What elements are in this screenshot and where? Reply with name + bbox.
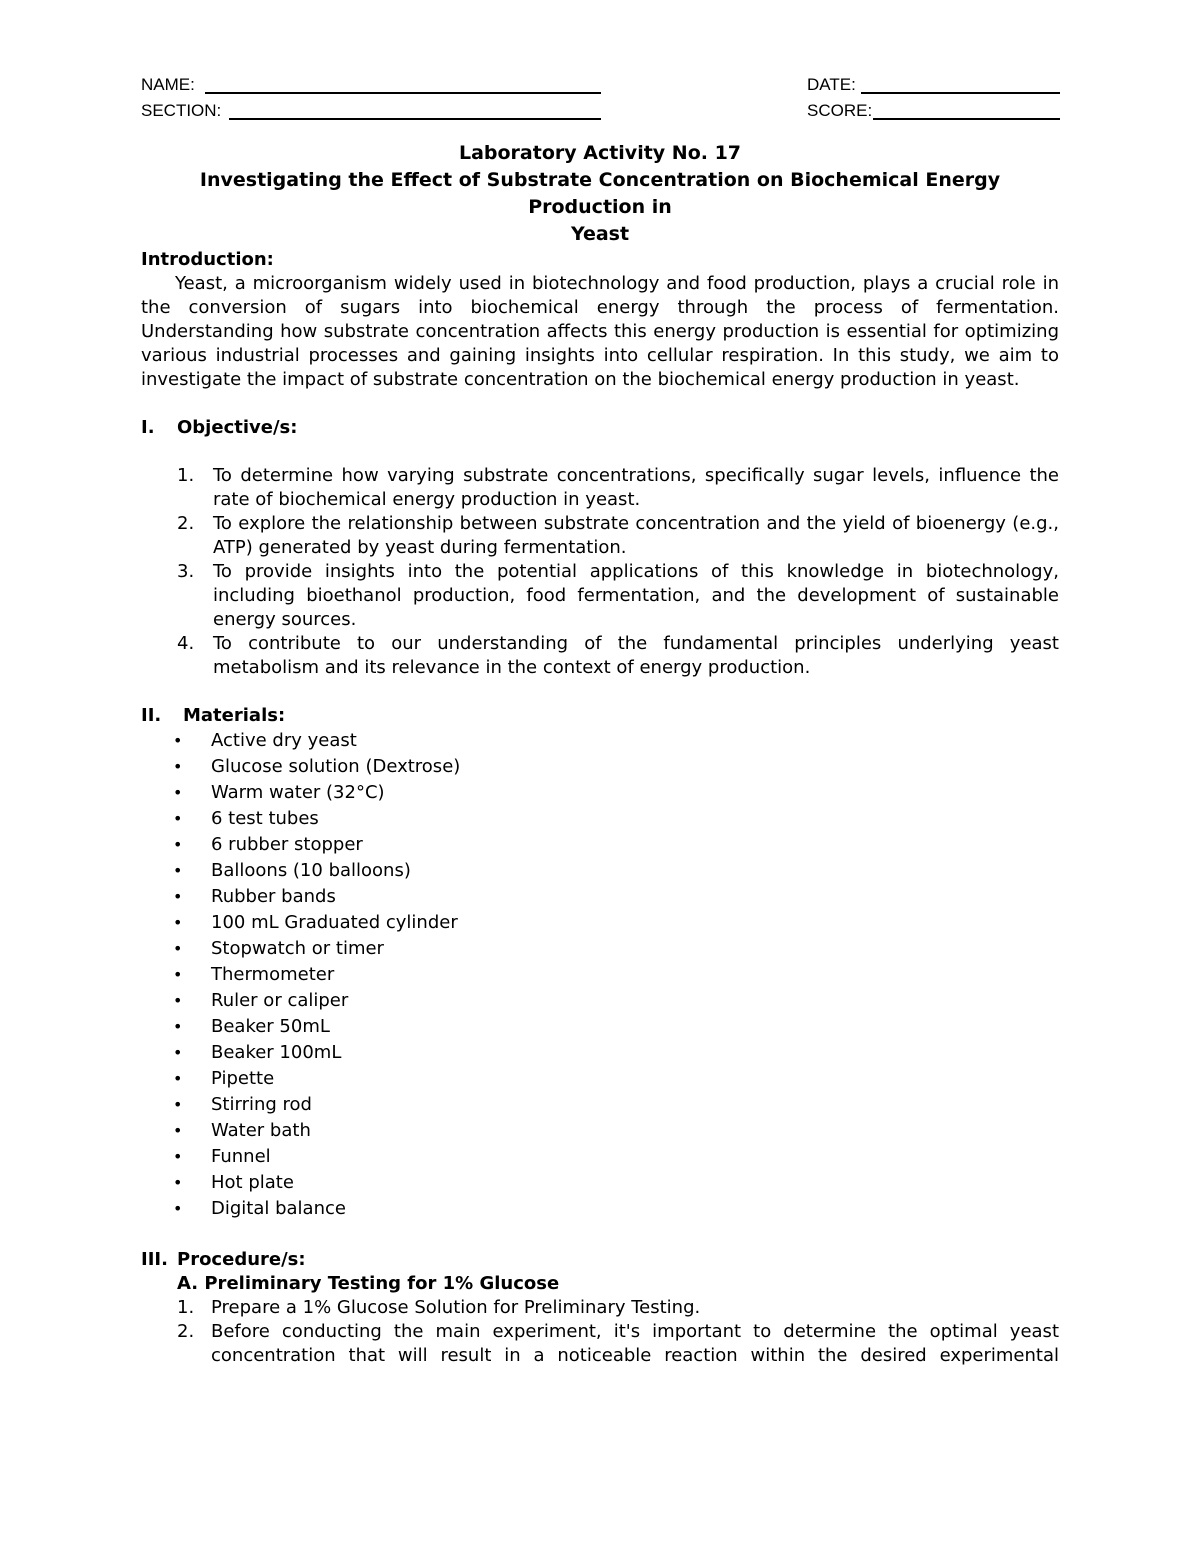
item-number: 4. [177, 633, 195, 654]
objectives-number: I. [141, 417, 155, 438]
name-field[interactable] [141, 75, 601, 97]
bullet-icon: • [173, 939, 183, 958]
item-text: To contribute to our understanding of the fundamental principles underlying yeast metabolism and its relevance in the context of energy production. [213, 633, 1059, 678]
introduction-text: Yeast, a microorganism widely used in biotechnology and food production, plays a crucial role in the conversion of sugars into biochemical energy through the process of fermentation. Understanding how substrate concentration affects this energy production is essential for optimizing various industrial processes and gaining insights into cellular respiration. In this study, we aim to investigate the impact of substrate concentration on the biochemical energy production in yeast. [141, 273, 1059, 390]
date-line[interactable] [861, 75, 1060, 94]
list-item [141, 1014, 1059, 1040]
materials-title: Materials: [183, 705, 286, 726]
activity-title: Laboratory Activity No. 17 [458, 142, 742, 164]
list-item [141, 832, 1059, 858]
bullet-icon: • [173, 991, 183, 1010]
item-text: 6 rubber stopper [211, 834, 363, 855]
procedure-number: III. [141, 1249, 168, 1270]
name-line[interactable] [205, 75, 601, 94]
objectives-list [141, 464, 1059, 680]
list-item [141, 512, 1059, 560]
list-item [141, 988, 1059, 1014]
bullet-icon: • [173, 913, 183, 932]
item-text: Funnel [211, 1146, 271, 1167]
introduction-heading: Introduction: [141, 249, 274, 270]
item-text: To explore the relationship between substrate concentration and the yield of bioenergy (e.g., ATP) generated by yeast during fermentation. [213, 513, 1059, 558]
list-item [141, 1170, 1059, 1196]
list-item [141, 560, 1059, 632]
bullet-icon: • [173, 887, 183, 906]
section-label: SECTION: [141, 101, 222, 120]
item-text: To determine how varying substrate concentrations, specifically sugar levels, influence the rate of biochemical energy production in yeast. [213, 465, 1059, 510]
item-text: 100 mL Graduated cylinder [211, 912, 458, 933]
bullet-icon: • [173, 783, 183, 802]
document-body [141, 140, 1059, 1368]
procedure-subheading: A. Preliminary Testing for 1% Glucose [177, 1273, 560, 1294]
bullet-icon: • [173, 1017, 183, 1036]
item-number: 2. [177, 1321, 195, 1342]
section-line[interactable] [229, 101, 601, 120]
list-item [141, 910, 1059, 936]
bullet-icon: • [173, 965, 183, 984]
bullet-icon: • [173, 1147, 183, 1166]
item-text: Beaker 100mL [211, 1042, 342, 1063]
list-item [141, 884, 1059, 910]
list-item [141, 780, 1059, 806]
item-text: 6 test tubes [211, 808, 319, 829]
list-item [141, 806, 1059, 832]
item-text: Hot plate [211, 1172, 294, 1193]
activity-subtitle-line2: Yeast [570, 223, 630, 245]
item-text: Water bath [211, 1120, 311, 1141]
score-line[interactable] [873, 101, 1060, 120]
score-field[interactable] [807, 101, 1060, 123]
list-item [141, 962, 1059, 988]
item-text: Digital balance [211, 1198, 346, 1219]
section-field[interactable] [141, 101, 601, 123]
list-item [141, 1092, 1059, 1118]
list-item [141, 1144, 1059, 1170]
objectives-heading [141, 416, 1059, 440]
item-text: Rubber bands [211, 886, 336, 907]
bullet-icon: • [173, 1199, 183, 1218]
bullet-icon: • [173, 1121, 183, 1140]
step2-line1: Before conducting the main experiment, it's important to determine the optimal yeast [211, 1321, 1059, 1342]
materials-heading [141, 704, 1059, 728]
list-item [141, 1196, 1059, 1222]
name-label: NAME: [141, 75, 195, 94]
bullet-icon: • [173, 1095, 183, 1114]
procedure-heading [141, 1248, 1059, 1272]
item-text: Ruler or caliper [211, 990, 349, 1011]
bullet-icon: • [173, 835, 183, 854]
item-text: Balloons (10 balloons) [211, 860, 411, 881]
item-text: Stirring rod [211, 1094, 312, 1115]
objectives-title: Objective/s: [177, 417, 298, 438]
procedure-list [141, 1296, 1059, 1368]
date-field[interactable] [807, 75, 1060, 97]
bullet-icon: • [173, 861, 183, 880]
item-number: 2. [177, 513, 195, 534]
list-item [141, 1118, 1059, 1144]
bullet-icon: • [173, 1173, 183, 1192]
list-item [141, 1296, 1059, 1320]
list-item [141, 1040, 1059, 1066]
list-item [141, 632, 1059, 680]
item-text: Active dry yeast [211, 730, 357, 751]
list-item [141, 936, 1059, 962]
list-item [141, 1320, 1059, 1368]
materials-number: II. [141, 705, 162, 726]
date-label: DATE: [807, 75, 856, 94]
list-item [141, 754, 1059, 780]
item-text: To provide insights into the potential applications of this knowledge in biotechnology, including bioethanol production, food fermentation, and the development of sustainable energy sources. [213, 561, 1059, 630]
bullet-icon: • [173, 757, 183, 776]
item-number: 1. [177, 1297, 195, 1318]
item-text [211, 1320, 1059, 1368]
item-text: Prepare a 1% Glucose Solution for Preliminary Testing. [211, 1297, 701, 1318]
item-text: Thermometer [211, 964, 335, 985]
list-item [141, 1066, 1059, 1092]
list-item [141, 728, 1059, 754]
list-item [141, 858, 1059, 884]
list-item [141, 464, 1059, 512]
step2-line2: concentration that will result in a noticeable reaction within the desired experimental [211, 1345, 1059, 1366]
bullet-icon: • [173, 1043, 183, 1062]
item-text: Warm water (32°C) [211, 782, 385, 803]
item-text: Pipette [211, 1068, 275, 1089]
item-number: 3. [177, 561, 195, 582]
item-text: Glucose solution (Dextrose) [211, 756, 461, 777]
activity-subtitle-line1: Investigating the Effect of Substrate Concentration on Biochemical Energy Production in [199, 169, 1001, 218]
bullet-icon: • [173, 1069, 183, 1088]
bullet-icon: • [173, 809, 183, 828]
item-number: 1. [177, 465, 195, 486]
item-text: Beaker 50mL [211, 1016, 330, 1037]
materials-list [141, 728, 1059, 1222]
bullet-icon: • [173, 731, 183, 750]
score-label: SCORE: [807, 101, 873, 120]
item-text: Stopwatch or timer [211, 938, 384, 959]
procedure-title: Procedure/s: [177, 1249, 306, 1270]
